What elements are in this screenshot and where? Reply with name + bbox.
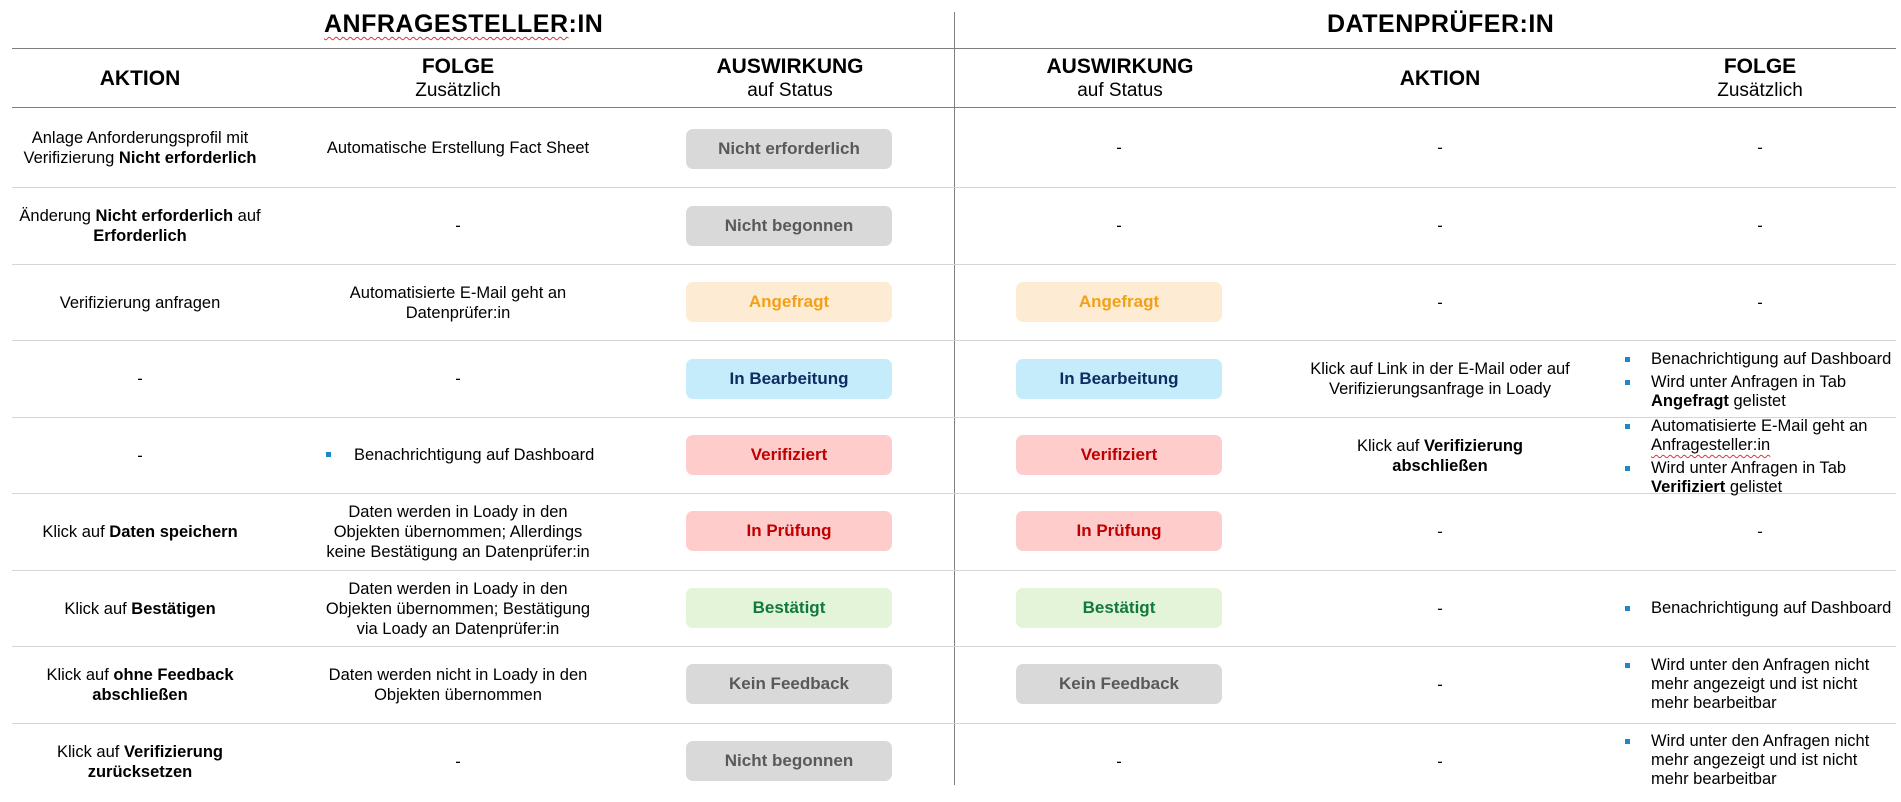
list-item-text: mehr angezeigt und ist nicht [1651, 751, 1858, 769]
row-1-right-folge [1620, 109, 1900, 187]
status-badge-kein-feedback: Kein Feedback [1016, 664, 1222, 704]
row-7-left-action [12, 571, 268, 646]
status-badge-verifiziert: Verifiziert [1016, 435, 1222, 475]
dash: - [137, 370, 143, 388]
list-item-text: Anfragesteller:in [1651, 436, 1771, 454]
list-item-text: Automatisierte E-Mail geht an [1651, 417, 1868, 435]
dash: - [1116, 139, 1122, 157]
row-divider [12, 723, 1896, 724]
dash: - [1757, 293, 1763, 312]
dash: - [1757, 217, 1763, 235]
status-badge-kein-feedback: Kein Feedback [686, 664, 892, 704]
row-5-left-folge-bullet [354, 445, 594, 465]
list-item [1625, 459, 1900, 497]
row-7-left-folge-text: via Loady an Datenprüfer:in [356, 619, 560, 638]
header-left-auswirkung [660, 52, 920, 104]
list-item-bold: Angefragt [1651, 392, 1729, 410]
row-8-left-action [12, 647, 268, 723]
row-6-right-folge [1620, 494, 1900, 570]
row-divider [12, 417, 1896, 418]
row-4-right-folge-list [1625, 350, 1900, 415]
list-item-text: gelistet [1728, 392, 1786, 410]
status-badge-nicht-erforderlich: Nicht erforderlich [686, 129, 892, 169]
row-4-right-action [1300, 341, 1580, 417]
list-item [1625, 417, 1900, 455]
row-3-left-folge-text: Automatisierte E-Mail geht an [349, 283, 567, 302]
list-item-text: mehr angezeigt und ist nicht [1651, 675, 1858, 693]
header-left-aktion [12, 52, 268, 104]
row-2-left-action-text: auf [233, 207, 261, 225]
row-3-left-action [12, 265, 268, 340]
row-6-left-folge-text: Daten werden in Loady in den [348, 503, 568, 521]
row-1-left-action-text: Anlage Anforderungsprofil mit [31, 129, 249, 147]
row-5-left-action [12, 418, 268, 493]
row-9-left-action-bold: Verifizierung [123, 742, 223, 761]
header-label: FOLGE [421, 54, 495, 78]
status-badge-in-bearbeitung: In Bearbeitung [1016, 359, 1222, 399]
dash: - [1437, 752, 1443, 771]
dash: - [1437, 599, 1443, 618]
header-label: AUSWIRKUNG [1046, 54, 1194, 78]
row-8-left-folge-text: Daten werden nicht in Loady in den [328, 666, 588, 684]
row-1-left-action-text: Verifizierung [23, 149, 119, 167]
dash: - [455, 752, 461, 771]
header-sublabel: Zusätzlich [1717, 79, 1803, 101]
header-sublabel: auf Status [747, 79, 833, 101]
status-badge-angefragt: Angefragt [1016, 282, 1222, 322]
row-3-left-action-text: Verifizierung anfragen [59, 293, 221, 312]
row-divider [12, 340, 1896, 341]
list-item-text: gelistet [1725, 478, 1783, 496]
row-9-right-folge-list [1625, 732, 1900, 793]
row-4-left-action [12, 341, 268, 417]
status-badge-nicht-begonnen: Nicht begonnen [686, 741, 892, 781]
list-item-bold: Verifiziert [1651, 478, 1726, 496]
row-5-right-folge-list [1625, 417, 1900, 501]
row-5-right-action [1300, 418, 1580, 493]
dash: - [1437, 139, 1443, 157]
list-item-text: Wird unter Anfragen in Tab [1651, 459, 1847, 477]
status-badge-in-bearbeitung: In Bearbeitung [686, 359, 892, 399]
row-7-left-folge [318, 571, 598, 646]
row-9-left-folge [318, 724, 598, 799]
list-item-text: mehr bearbeitbar [1651, 770, 1777, 788]
list-item-text: Wird unter den Anfragen nicht [1651, 656, 1870, 674]
header-label: AKTION [99, 66, 181, 90]
dash: - [1437, 217, 1443, 235]
row-2-left-action [10, 188, 270, 264]
list-item-text: mehr bearbeitbar [1651, 694, 1777, 712]
section-title-datenpruefer: DATENPRÜFER:IN [1327, 10, 1555, 38]
row-divider [12, 264, 1896, 265]
status-badge-angefragt: Angefragt [686, 282, 892, 322]
row-8-right-folge-list [1625, 656, 1900, 717]
header-right-auswirkung [990, 52, 1250, 104]
row-1-left-action-bold: Nicht erforderlich [118, 149, 257, 167]
dash: - [455, 370, 461, 388]
row-3-left-folge-text: Datenprüfer:in [405, 303, 511, 322]
row-5-right-action-bold: abschließen [1392, 456, 1488, 475]
row-1-left-folge-text: Automatische Erstellung Fact Sheet [326, 139, 590, 157]
row-3-left-folge [318, 265, 598, 340]
list-item-text: Benachrichtigung auf Dashboard [1651, 350, 1892, 368]
row-divider [12, 493, 1896, 494]
row-7-right-folge-list [1625, 599, 1900, 622]
row-3-right-folge [1620, 265, 1900, 340]
header-sublabel: auf Status [1077, 79, 1163, 101]
status-badge-bestaetigt: Bestätigt [686, 588, 892, 628]
header-right-aktion [1300, 52, 1580, 104]
row-8-left-action-text: Klick auf [46, 666, 114, 684]
status-badge-bestaetigt: Bestätigt [1016, 588, 1222, 628]
dash: - [1116, 217, 1122, 235]
row-9-right-action [1300, 724, 1580, 799]
section-title-anfragesteller [324, 10, 603, 39]
row-8-left-folge-text: Objekten übernommen [374, 686, 542, 704]
dash: - [1437, 293, 1443, 312]
row-4-left-folge [318, 341, 598, 417]
row-6-left-action-text: Klick auf [42, 523, 110, 541]
row-2-right-action [1300, 188, 1580, 264]
list-item [1625, 656, 1900, 713]
row-1-left-action [12, 109, 268, 187]
row-4-right-action-text: Verifizierungsanfrage in Loady [1329, 380, 1551, 398]
row-1-right-status [1016, 109, 1222, 187]
list-item-text: Benachrichtigung auf Dashboard [1651, 599, 1892, 617]
dash: - [1437, 523, 1443, 541]
section-title-left-suffix: :IN [568, 10, 604, 38]
row-8-left-action-bold: ohne Feedback [113, 666, 234, 684]
header-label: FOLGE [1723, 54, 1797, 78]
row-7-left-action-text: Klick auf [64, 599, 132, 618]
row-divider [12, 646, 1896, 647]
row-3-right-action [1300, 265, 1580, 340]
dash: - [455, 217, 461, 235]
row-6-left-folge-text: keine Bestätigung an Datenprüfer:in [326, 543, 590, 561]
row-7-left-folge-text: Daten werden in Loady in den [348, 579, 568, 598]
row-8-left-folge [318, 647, 598, 723]
header-sublabel: Zusätzlich [415, 79, 501, 101]
status-badge-nicht-begonnen: Nicht begonnen [686, 206, 892, 246]
row-7-left-folge-text: Objekten übernommen; Bestätigung [325, 599, 591, 618]
status-badge-in-pruefung: In Prüfung [1016, 511, 1222, 551]
header-left-folge [318, 52, 598, 104]
list-item [1625, 732, 1900, 789]
row-9-left-action-bold: zurücksetzen [87, 762, 193, 781]
row-2-left-action-bold: Erforderlich [93, 227, 187, 245]
list-item [1625, 373, 1900, 411]
row-6-left-action [12, 494, 268, 570]
row-5-right-action-text: Klick auf [1357, 436, 1424, 455]
row-8-left-action-bold: abschließen [92, 686, 188, 704]
row-6-left-folge [318, 494, 598, 570]
row-2-left-action-bold: Nicht erforderlich [95, 207, 234, 225]
row-9-left-action [12, 724, 268, 799]
list-item [1625, 599, 1900, 618]
dash: - [137, 446, 143, 465]
row-2-right-folge [1620, 188, 1900, 264]
status-badge-verifiziert: Verifiziert [686, 435, 892, 475]
row-6-left-action-bold: Daten speichern [109, 523, 238, 541]
row-4-right-action-text: Klick auf Link in der E-Mail oder auf [1310, 360, 1570, 378]
row-5-right-action-bold: Verifizierung [1423, 436, 1523, 455]
row-9-left-action-text: Klick auf [57, 742, 124, 761]
row-1-right-action [1300, 109, 1580, 187]
header-label: AKTION [1399, 66, 1481, 90]
row-8-right-action [1300, 647, 1580, 723]
row-divider [12, 187, 1896, 188]
row-6-left-folge-text: Objekten übernommen; Allerdings [333, 523, 583, 541]
list-item-text: Wird unter den Anfragen nicht [1651, 732, 1870, 750]
section-title-left-word: ANFRAGESTELLER [324, 10, 569, 38]
row-9-right-status [1016, 724, 1222, 799]
row-divider [12, 570, 1896, 571]
list-item-text: Benachrichtigung auf Dashboard [354, 446, 595, 464]
dash: - [1437, 676, 1443, 694]
list-item [1625, 350, 1900, 369]
row-7-left-action-bold: Bestätigen [131, 599, 216, 618]
row-6-right-action [1300, 494, 1580, 570]
status-badge-in-pruefung: In Prüfung [686, 511, 892, 551]
dash: - [1757, 139, 1763, 157]
header-label: AUSWIRKUNG [716, 54, 864, 78]
dash: - [1757, 523, 1763, 541]
row-1-left-folge [318, 109, 598, 187]
section-divider [954, 12, 955, 785]
row-2-left-folge [318, 188, 598, 264]
list-item-text: Wird unter Anfragen in Tab [1651, 373, 1847, 391]
dash: - [1116, 752, 1122, 771]
row-7-right-action [1300, 571, 1580, 646]
header-right-folge [1620, 52, 1900, 104]
row-2-left-action-text: Änderung [19, 207, 96, 225]
row-2-right-status [1016, 188, 1222, 264]
